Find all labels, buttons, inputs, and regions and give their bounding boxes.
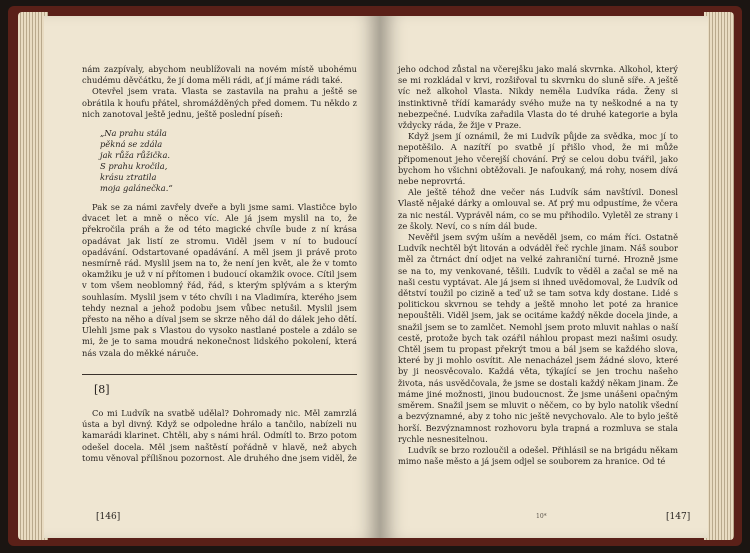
section-divider (82, 374, 357, 375)
paragraph: Ale ještě téhož dne večer nás Ludvík sám navštívil. Donesl Vlastě nějaké dárky a omlouval se. Ať prý mu odpustíme, že včera za nic nestál. Vyprávěl nám, co se mu přihodilo. Vyletěl ze strany i ze školy. Neví, co s ním dál bude. (398, 187, 678, 231)
section-number: [8] (94, 383, 110, 396)
poem-line: moja galánečka.“ (100, 183, 173, 194)
page-number: [146] (96, 512, 121, 522)
paragraph: nám zazpívaly, abychom neublížovali na novém místě ubohému chudému děvčátku, že jí doma měli rádi, ať jí máme rádi také. (82, 64, 357, 86)
page-number: [147] (666, 512, 691, 522)
section-text (82, 408, 357, 464)
poem-line: krásu ztratila (100, 172, 157, 183)
paragraph: Pak se za námi zavřely dveře a byli jsme sami. Vlastičce bylo dvacet let a mně o něco víc. Ale já jsem myslil na to, že překročila práh a že od této magické chvíle bude z ní krása opadávat jak listí ze stromu. Viděl jsem v ní to budoucí opadávání. Odstartované opadávání. A měl jsem ji právě proto nesmírně rád. Myslil jsem na to, že není jen květ, ale že v tomto okamžiku je už v ní přítomen i budoucí okamžik ovoce. Cítil jsem v tom všem neoblomný řád, řád, s kterým splývám a s kterým souhlasím. Myslil jsem v této chvíli i na Vladimíra, kterého jsem tehdy neznal a jehož podobu jsem vůbec netušil. Myslil jsem přesto na něho a díval jsem se skrze něho dál do dálek jeho dětí. Ulehli jsme pak s Vlastou do vysoko nastlané postele a zdálo se mi, že je to sama moudrá nekonečnost lidského pokolení, která nás vzala do měkké náruče. (82, 202, 357, 358)
right-page-edges (704, 12, 734, 540)
paragraph: Ludvík se brzo rozloučil a odešel. Přihlásil se na brigádu někam mimo naše město a já jsem odjel se souborem za hranice. Od té (398, 444, 678, 467)
right-page-text (398, 64, 678, 467)
poem-line: pěkná se zdála (100, 139, 163, 150)
poem (100, 128, 357, 194)
paragraph: jeho odchod zůstal na včerejšku jako malá skvrnka. Alkohol, který se mi rozkládal v krvi, rozšiřoval tu skvrnku do sluně síře. A ještě víc než alkohol Vlasta. Nikdy neměla Ludvíka ráda. Ženy si instinktivně třídí kamarády svého muže na ty neškodné a na ty nebezpečné. Ludvíka zařadila Vlasta do té druhé kategorie a byla vždycky ráda, že žije v Praze. (398, 64, 678, 131)
left-page (44, 16, 380, 538)
signature-mark: 10* (536, 513, 547, 520)
poem-line: jak růža růžička. (100, 150, 171, 161)
poem-line: „Na prahu stála (100, 128, 167, 139)
paragraph: Když jsem jí oznámil, že mi Ludvík půjde za svědka, moc jí to nepotěšilo. A nazítří po svatbě jí přišlo vhod, že mi může připomenout jeho včerejší chování. Prý se celou dobu tvářil, jako bychom ho všichni obtěžovali. Je nafoukaný, má rohy, nosem dívá nebe neprovrtá. (398, 131, 678, 187)
left-page-text (82, 64, 357, 359)
paragraph: Co mi Ludvík na svatbě udělal? Dohromady nic. Měl zamrzlá ústa a byl divný. Když se odpoledne hrálo a tančilo, nabízeli nu kamarádi klarinet. Chtěli, aby s námi hrál. Odmítl to. Brzo potom odešel docela. Měl jsem naštěstí pořádně v hlavě, než abych tomu věnoval přílišnou pozornost. Ale druhého dne jsem viděl, že (82, 408, 357, 463)
paragraph: Otevřel jsem vrata. Vlasta se zastavila na prahu a ještě se obrátila k houfu přátel, shromážděných před domem. Tu někdo z nich zanotoval ještě jednu, ještě poslední píseň: (82, 86, 357, 119)
poem-line: S prahu kročila, (100, 161, 168, 172)
paragraph: Nevěřil jsem svým uším a nevěděl jsem, co mám říci. Ostatně Ludvík nechtěl být litován a odváděl řeč rychle jinam. Náš soubor měl za čtrnáct dní odjet na velké zahraniční turné. Hrozně jsme se na to, my venkované, těšili. Ludvík to věděl a začal se mě na naši cestu vyptávat. Ale já jsem si ihned uvědomoval, že Ludvík od dětství toužil po cizině a teď už se tam sotva kdy dostane. Lidé s politickou skvrnou se tehdy a ještě mnoho let poté za hranice nepouštěli. Viděl jsem, jak se ocitáme každý někde docela jinde, a snažil jsem se to zamlčet. Nemohl jsem proto mluvit nahlas o naší cestě, protože bych tak ozářil náhlou propast mezi našimi osudy. Chtěl jsem tu propast překrýt tmou a bál jsem se každého slova, které by ji mohlo osvítit. Ale nenacházel jsem žádné slovo, které by ji neosvěcovalo. Každá věta, týkající se jen trochu našeho života, nás usvědčovala, že jsme se dostali každý někam jinam. Že máme jiné možnosti, jinou budoucnost. Že jsme unášeni opačným směrem. Snažil jsem se mluvit o něčem, co by bylo natolik všední a bezvýznamné, aby z toho nic ještě nevychovalo. Ale to bylo ještě horší. Bezvýznamnost rozhovoru byla trapná a rozmluva se stala rychle nesnesitelnou. (398, 232, 678, 444)
right-page (380, 16, 708, 538)
